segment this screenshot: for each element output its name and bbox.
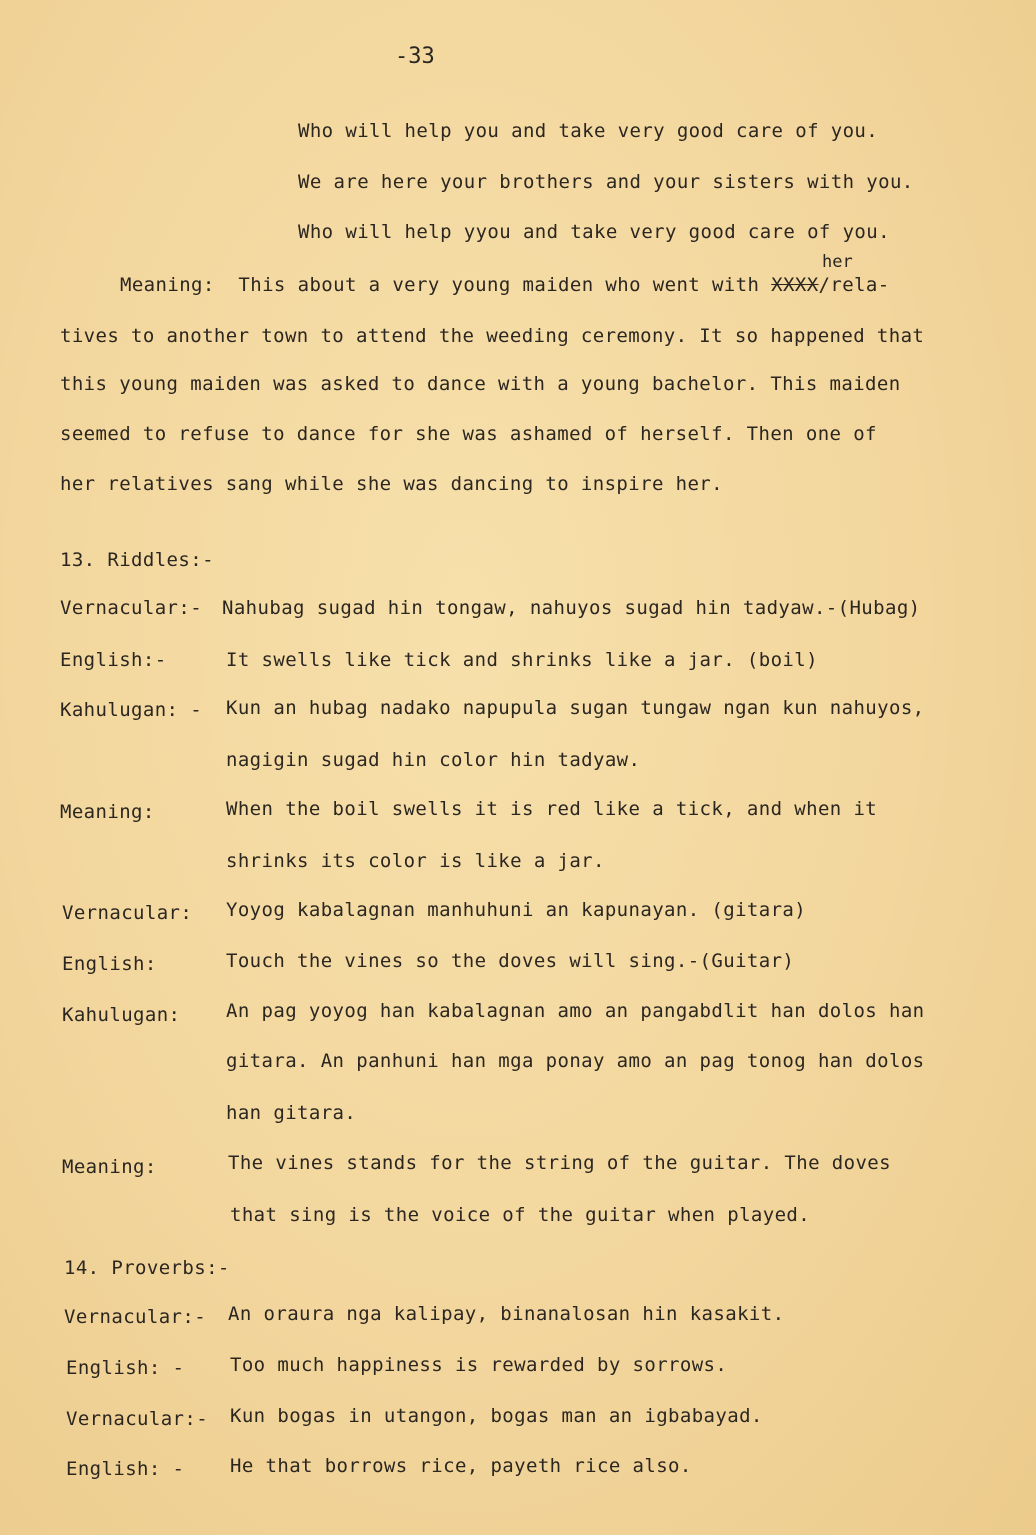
riddle-text: nagigin sugad hin color hin tadyaw. [226, 749, 641, 771]
riddle-text: Yoyog kabalagnan manhuhuni an kapunayan. (gitara) [226, 899, 807, 921]
meaning-line-3: this young maiden was asked to dance with a young bachelor. This maiden [60, 373, 901, 395]
song-line-2: We are here your brothers and your sisters with you. [298, 171, 914, 193]
meaning-label: Meaning: [120, 274, 215, 296]
riddle-label: Vernacular:- [60, 597, 203, 619]
riddle-label: Meaning: [60, 801, 155, 823]
proverb-text: Too much happiness is rewarded by sorrows. [230, 1354, 728, 1376]
meaning-line-2: tives to another town to attend the weeding ceremony. It so happened that [60, 325, 925, 347]
meaning-line-4: seemed to refuse to dance for she was ashamed of herself. Then one of [60, 423, 877, 445]
riddle-label: Vernacular: [62, 902, 193, 924]
riddle-text: The vines stands for the string of the guitar. The doves [228, 1152, 891, 1174]
proverb-text: An oraura nga kalipay, binanalosan hin kasakit. [228, 1303, 785, 1325]
proverbs-heading: 14. Proverbs:- [64, 1257, 230, 1279]
riddle-text: han gitara. [226, 1102, 357, 1124]
riddle-text: that sing is the voice of the guitar when played. [230, 1204, 811, 1226]
riddle-text: Touch the vines so the doves will sing.-(Guitar) [226, 950, 795, 972]
proverb-text: He that borrows rice, payeth rice also. [230, 1455, 692, 1477]
riddle-text: An pag yoyog han kabalagnan amo an pangabdlit han dolos han [226, 1000, 925, 1022]
proverb-label: Vernacular:- [66, 1408, 209, 1430]
riddle-text: shrinks its color is like a jar. [226, 850, 605, 872]
riddle-label: English: [62, 953, 157, 975]
riddles-heading: 13. Riddles:- [60, 549, 214, 571]
page-number: -33 [395, 44, 435, 69]
song-line-1: Who will help you and take very good care of you. [298, 120, 879, 142]
riddle-text: It swells like tick and shrinks like a jar. (boil) [226, 649, 818, 671]
riddle-text: Nahubag sugad hin tongaw, nahuyos sugad hin tadyaw.-(Hubag) [222, 597, 921, 619]
inserted-word: her [822, 252, 853, 272]
riddle-label: Kahulugan: [62, 1004, 181, 1026]
meaning-line-1-before: This about a very young maiden who went with [238, 274, 772, 296]
riddle-label: Kahulugan: - [60, 699, 203, 721]
proverb-label: English: - [66, 1458, 185, 1480]
meaning-line-1 [120, 274, 890, 296]
struck-word: XXXX [771, 274, 819, 296]
riddle-label: Meaning: [62, 1156, 157, 1178]
riddle-label: English:- [60, 649, 167, 671]
riddle-text: Kun an hubag nadako napupula sugan tungaw ngan kun nahuyos, [226, 697, 925, 719]
proverb-text: Kun bogas in utangon, bogas man an igbabayad. [230, 1405, 763, 1427]
riddle-text: When the boil swells it is red like a tick, and when it [226, 798, 878, 820]
riddle-text: gitara. An panhuni han mga ponay amo an pag tonog han dolos [226, 1050, 925, 1072]
song-line-3: Who will help yyou and take very good care of you. [298, 221, 890, 243]
proverb-label: English: - [66, 1357, 185, 1379]
proverb-label: Vernacular:- [64, 1306, 207, 1328]
meaning-line-5: her relatives sang while she was dancing to inspire her. [60, 473, 723, 495]
meaning-line-1-after: /rela- [818, 274, 890, 296]
